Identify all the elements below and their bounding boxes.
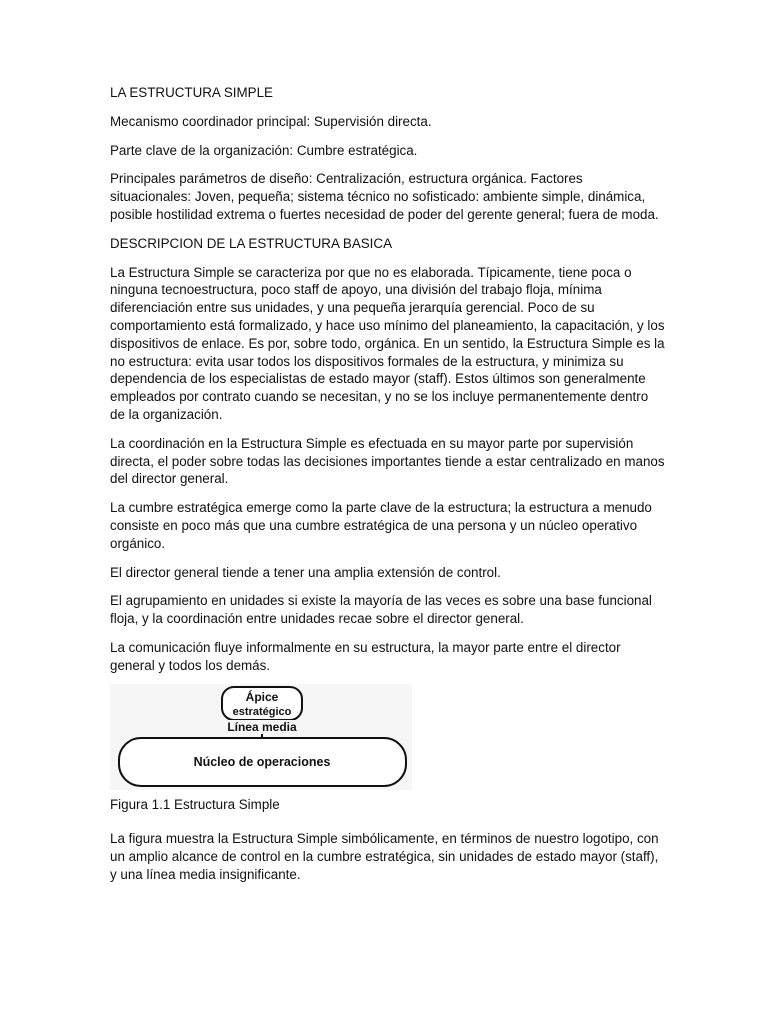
document-title: LA ESTRUCTURA SIMPLE [110, 85, 273, 100]
body-paragraph: La comunicación fluye informalmente en su estructura, la mayor parte entre el director general y todos los demás. [110, 639, 621, 673]
middle-line-label: Línea media [227, 719, 297, 734]
body-paragraph: La coordinación en la Estructura Simple es efectuada en su mayor parte por supervisión directa, el poder sobre todas las decisiones importantes tiende a estar centralizado en manos del director general. [110, 435, 665, 487]
operating-core-label: Núcleo de operaciones [193, 754, 331, 769]
figure-caption: Figura 1.1 Estructura Simple [110, 796, 280, 812]
apex-label-line2: estratégico [232, 705, 292, 718]
body-paragraph: La Estructura Simple se caracteriza por que no es elaborada. Típicamente, tiene poca o ninguna tecnoestructura, poco staff de apoyo, una división del trabajo floja, mínima diferenciación entre sus unidades, y una pequeña jerarquía gerencial. Poco de su comportamiento está formalizado, y hace uso mínimo del planeamiento, la capacitación, y los dispositivos de enlace. Es por, sobre todo, orgánica. En un sentido, la Estructura Simple es la no estructura: evita usar todos los dispositivos formales de la estructura, y minimiza su dependencia de los especialistas de estado mayor (staff). Estos últimos son generalmente empleados por contrato cuando se necesitan, y no se los incluye permanentemente dentro de la organización. [110, 264, 665, 422]
key-part-text: Parte clave de la organización: Cumbre estratégica. [110, 142, 418, 158]
body-paragraph: El director general tiende a tener una amplia extensión de control. [110, 564, 501, 580]
structure-diagram [110, 684, 412, 790]
structure-diagram-svg [110, 684, 412, 790]
document-page [110, 84, 665, 895]
body-paragraph: La cumbre estratégica emerge como la parte clave de la estructura; la estructura a menudo consiste en poco más que una cumbre estratégica de una persona y un núcleo operativo orgánico. [110, 500, 652, 551]
design-parameters-paragraph: Principales parámetros de diseño: Centralización, estructura orgánica. Factores situacionales: Joven, pequeña; sistema técnico no sofisticado: ambiente simple, dinámica, posible hostilidad extrema o fuertes necesidad de poder del gerente general; fuera de moda. [110, 171, 659, 222]
coordination-mechanism-text: Mecanismo coordinador principal: Supervisión directa. [110, 113, 432, 129]
body-paragraph: El agrupamiento en unidades si existe la mayoría de las veces es sobre una base funcional floja, y la coordinación entre unidades recae sobre el director general. [110, 593, 652, 627]
apex-label-line1: Ápice [245, 689, 279, 704]
closing-paragraph: La figura muestra la Estructura Simple simbólicamente, en términos de nuestro logotipo, con un amplio alcance de control en la cumbre estratégica, sin unidades de estado mayor (staff), y una línea media insignificante. [110, 831, 659, 882]
section-heading: DESCRIPCION DE LA ESTRUCTURA BASICA [110, 235, 393, 251]
